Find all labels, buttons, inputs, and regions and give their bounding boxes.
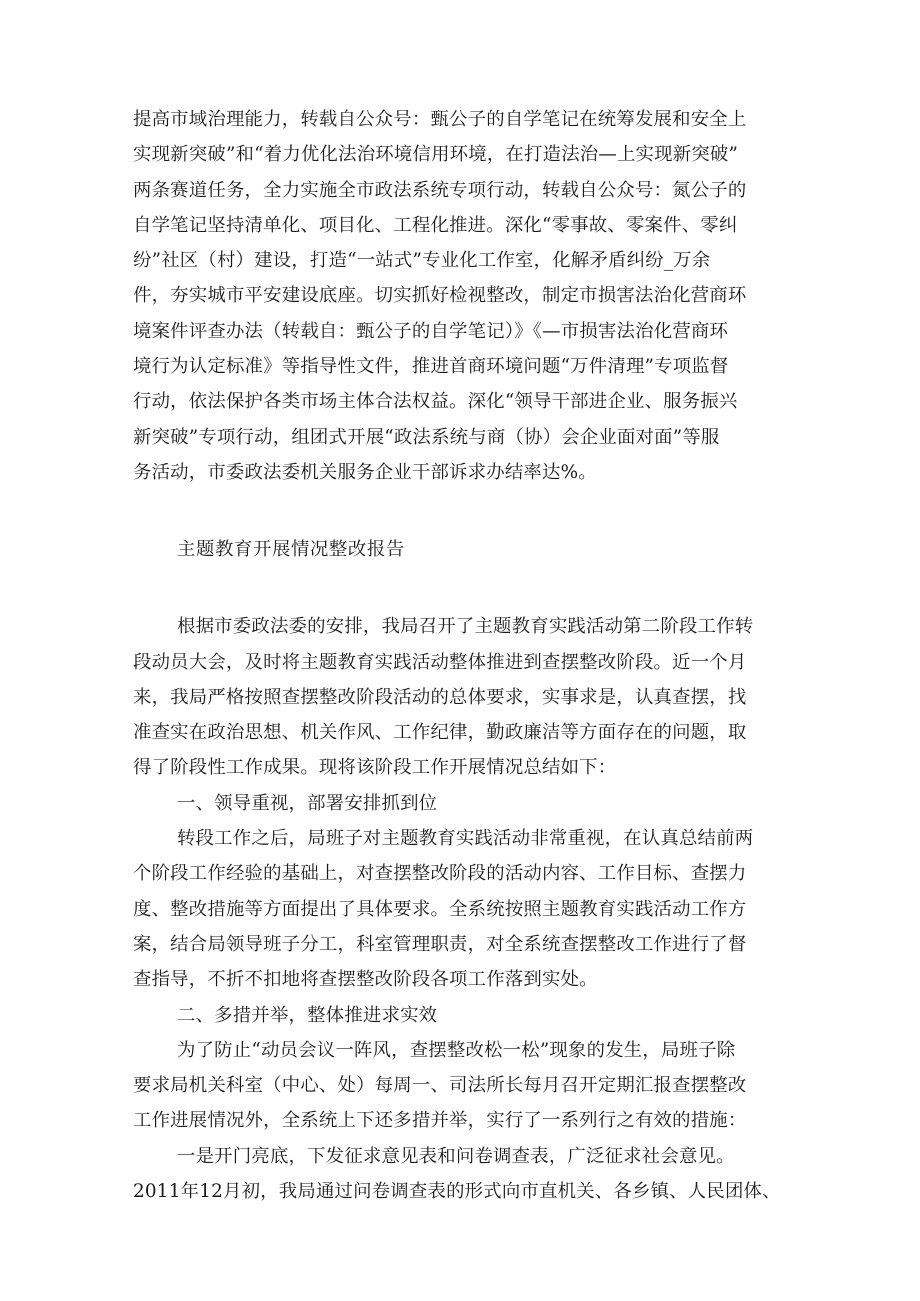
paragraph-line: 实现新突破”和“着力优化法治环境信用环境，在打造法治—上实现新突破” <box>133 144 739 166</box>
paragraph-line: 一是开门亮底，下发征求意见表和问卷调查表，广泛征求社会意见。 <box>177 1145 735 1167</box>
section-gap <box>133 490 803 532</box>
paragraph-line: 度、整改措施等方面提出了具体要求。全系统按照主题教育实践活动工作方 <box>133 898 747 920</box>
paragraph-line: 来，我局严格按照查摆整改阶段活动的总体要求，实事求是，认真查摆，找 <box>133 686 747 708</box>
paragraph-line: 根据市委政法委的安排，我局召开了主题教育实践活动第二阶段工作转 <box>177 616 754 638</box>
section-continuation <box>133 102 803 490</box>
paragraph-line: 提高市域治理能力，转载自公众号：甄公子的自学笔记在统筹发展和安全上 <box>133 109 747 130</box>
report-body <box>133 609 803 1209</box>
paragraph-line: 两条赛道任务，全力实施全市政法系统专项行动，转载自公众号：氮公子的 <box>133 179 747 201</box>
paragraph-line: 自学笔记坚持清单化、项目化、工程化推进。深化“零事故、零案件、零纠 <box>133 214 738 236</box>
report-title: 主题教育开展情况整改报告 <box>177 539 405 561</box>
paragraph-line: 务活动，市委政法委机关服务企业干部诉求办结率达%。 <box>133 461 597 483</box>
paragraph-line: 纷”社区（村）建设，打造“一站式”专业化工作室，化解矛盾纠纷_万余 <box>133 250 711 272</box>
document-page <box>133 102 803 1209</box>
paragraph-line: 要求局机关科室（中心、处）每周一、司法所长每月召开定期汇报查摆整改 <box>133 1075 747 1097</box>
paragraph-line: 境行为认定标准》等指导性文件，推进首商环境问题“万件清理”专项监督 <box>133 356 729 378</box>
title-gap <box>133 567 803 609</box>
paragraph-line: 一、领导重视，部署安排抓到位 <box>177 792 438 814</box>
paragraph-line: 转段工作之后，局班子对主题教育实践活动非常重视，在认真总结前两 <box>177 828 754 850</box>
paragraph-line: 个阶段工作经验的基础上，对查摆整改阶段的活动内容、工作目标、查摆力 <box>133 863 747 885</box>
paragraph-line: 行动，依法保护各类市场主体合法权益。深化“领导干部进企业、服务振兴 <box>133 391 738 413</box>
paragraph-line: 二、多措并举，整体推进求实效 <box>177 1004 438 1026</box>
paragraph-line: 查指导，不折不扣地将查摆整改阶段各项工作落到实处。 <box>133 969 598 991</box>
paragraph-line: 2011年12月初，我局通过问卷调查表的形式向市直机关、各乡镇、人民团体、 <box>133 1181 781 1203</box>
paragraph-line: 件，夯实城市平安建设底座。切实抓好检视整改，制定市损害法治化营商环 <box>133 285 747 307</box>
paragraph-line: 准查实在政治思想、机关作风、工作纪律，勤政廉洁等方面存在的问题，取 <box>133 722 747 744</box>
paragraph-line: 为了防止“动员会议一阵风，查摆整改松一松”现象的发生，局班子除 <box>177 1039 736 1061</box>
paragraph-line: 工作进展情况外，全系统上下还多措并举，实行了一系列行之有效的措施： <box>133 1110 747 1132</box>
paragraph-line: 得了阶段性工作成果。现将该阶段工作开展情况总结如下： <box>133 757 617 779</box>
paragraph-line: 段动员大会，及时将主题教育实践活动整体推进到查摆整改阶段。近一个月 <box>133 651 747 673</box>
paragraph-line: 新突破”专项行动，组团式开展“政法系统与商（协）会企业面对面”等服 <box>133 426 720 448</box>
paragraph-line: 案，结合局领导班子分工，科室管理职责，对全系统查摆整改工作进行了督 <box>133 933 747 955</box>
paragraph-line: 境案件评查办法（转载自：甄公子的自学笔记）》《—市损害法治化营商环 <box>133 320 729 342</box>
